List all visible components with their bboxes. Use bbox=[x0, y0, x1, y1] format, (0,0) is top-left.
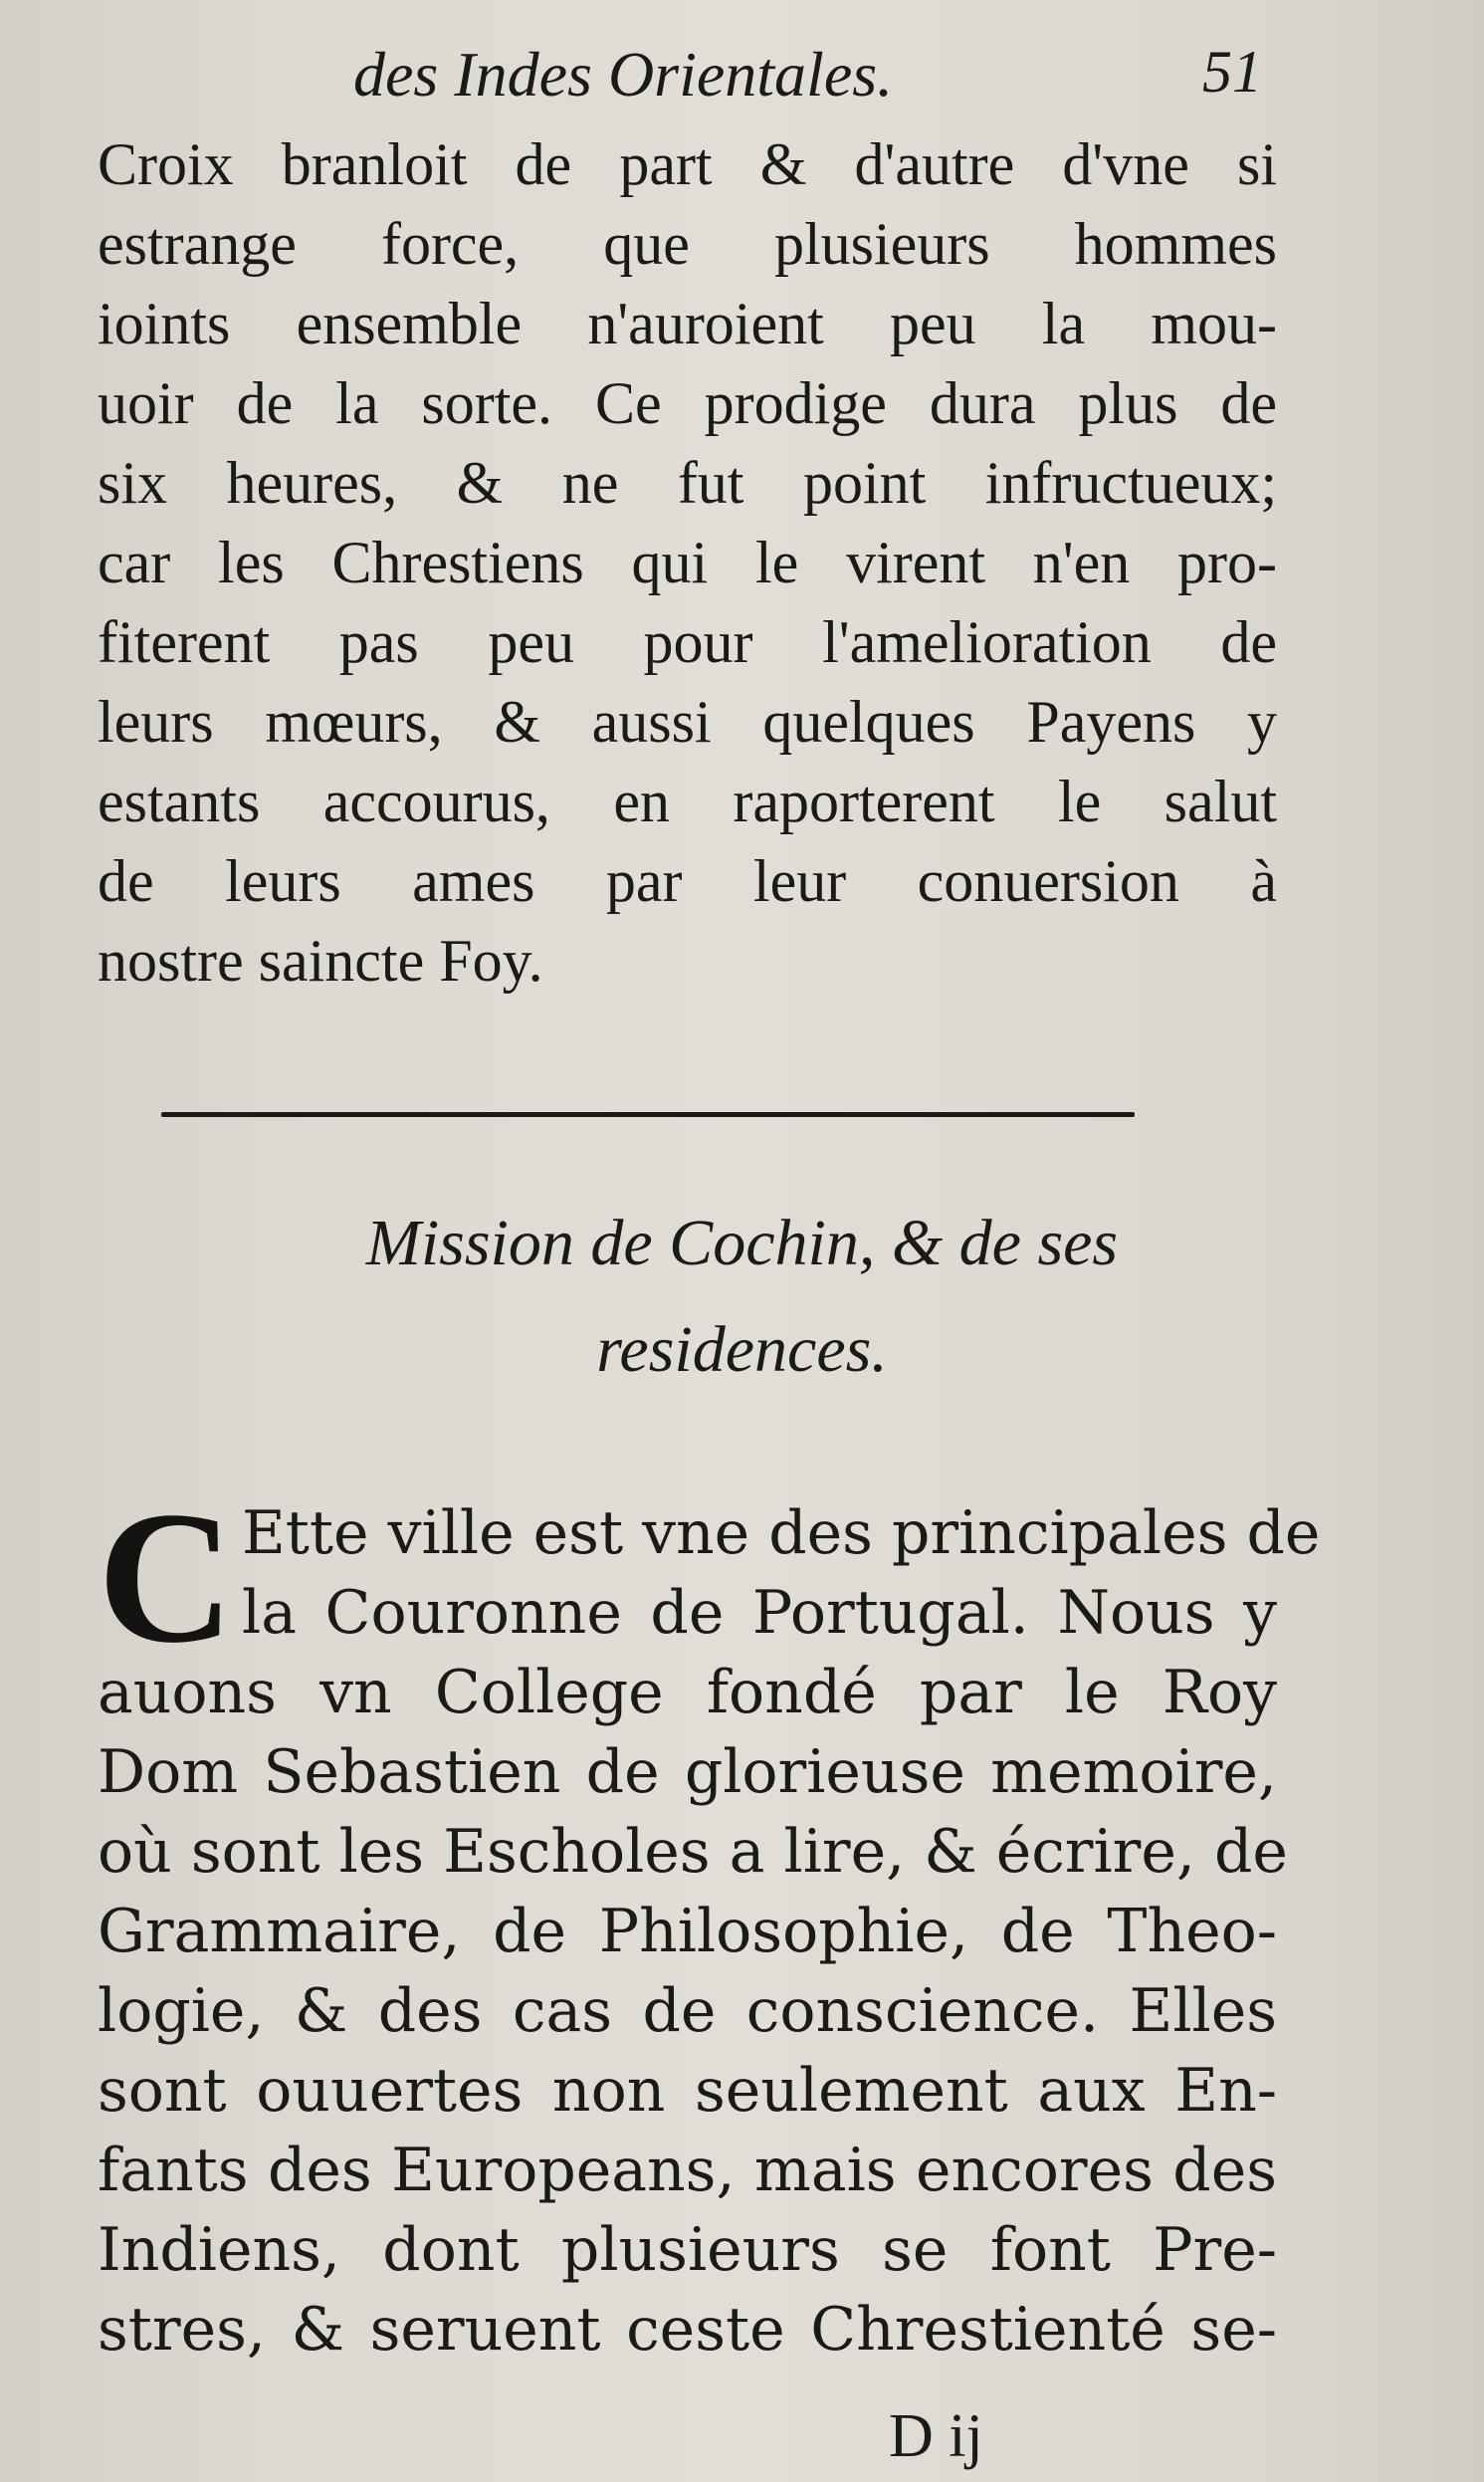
text-line: Indiens, dont plusieurs se font Pre- bbox=[98, 2215, 1277, 2285]
paragraph-2 bbox=[98, 1473, 1321, 2369]
section-heading-line-2: residences. bbox=[596, 1313, 888, 1386]
text-line: six heures, & ne fut point infructueux; bbox=[98, 450, 1277, 516]
text-line: estants accourus, en raporterent le salut bbox=[98, 769, 1277, 834]
text-line: auons vn College fondé par le Roy bbox=[98, 1658, 1277, 1727]
drop-cap: C bbox=[98, 1473, 235, 1683]
running-title: des Indes Orientales. bbox=[353, 39, 894, 110]
text-line: sont ouuertes non seulement aux En- bbox=[98, 2056, 1277, 2126]
text-line: la Couronne de Portugal. Nous y bbox=[242, 1578, 1277, 1648]
signature-mark: D ij bbox=[889, 2402, 983, 2470]
text-line: nostre saincte Foy. bbox=[98, 928, 543, 994]
text-line: car les Chrestiens qui le virent n'en pro- bbox=[98, 530, 1277, 595]
paragraph-1 bbox=[98, 124, 1277, 1001]
text-line: logie, & des cas de conscience. Elles bbox=[98, 1976, 1277, 2046]
text-line: où sont les Escholes a lire, & écrire, de bbox=[98, 1817, 1288, 1887]
text-line: Grammaire, de Philosophie, de Theo- bbox=[98, 1897, 1277, 1966]
text-line: estrange force, que plusieurs hommes bbox=[98, 211, 1277, 277]
text-line: stres, & seruent ceste Chrestienté se- bbox=[98, 2295, 1277, 2365]
text-line: Ette ville est vne des principales de bbox=[242, 1498, 1321, 1568]
page-header bbox=[0, 38, 1484, 127]
section-divider bbox=[161, 1112, 1135, 1117]
text-line: fants des Europeans, mais encores des bbox=[98, 2136, 1277, 2205]
section-heading-line-1: Mission de Cochin, & de ses bbox=[365, 1207, 1119, 1279]
page-number: 51 bbox=[1202, 39, 1262, 105]
text-line: leurs mœurs, & aussi quelques Payens y bbox=[98, 689, 1277, 755]
text-line: fiterent pas peu pour l'amelioration de bbox=[98, 609, 1277, 675]
text-line: Croix branloit de part & d'autre d'vne si bbox=[98, 131, 1277, 197]
text-line: Dom Sebastien de glorieuse memoire, bbox=[98, 1737, 1277, 1807]
text-line: ioints ensemble n'auroient peu la mou- bbox=[98, 291, 1277, 356]
text-line: uoir de la sorte. Ce prodige dura plus de bbox=[98, 370, 1277, 436]
text-line: de leurs ames par leur conuersion à bbox=[98, 848, 1277, 914]
